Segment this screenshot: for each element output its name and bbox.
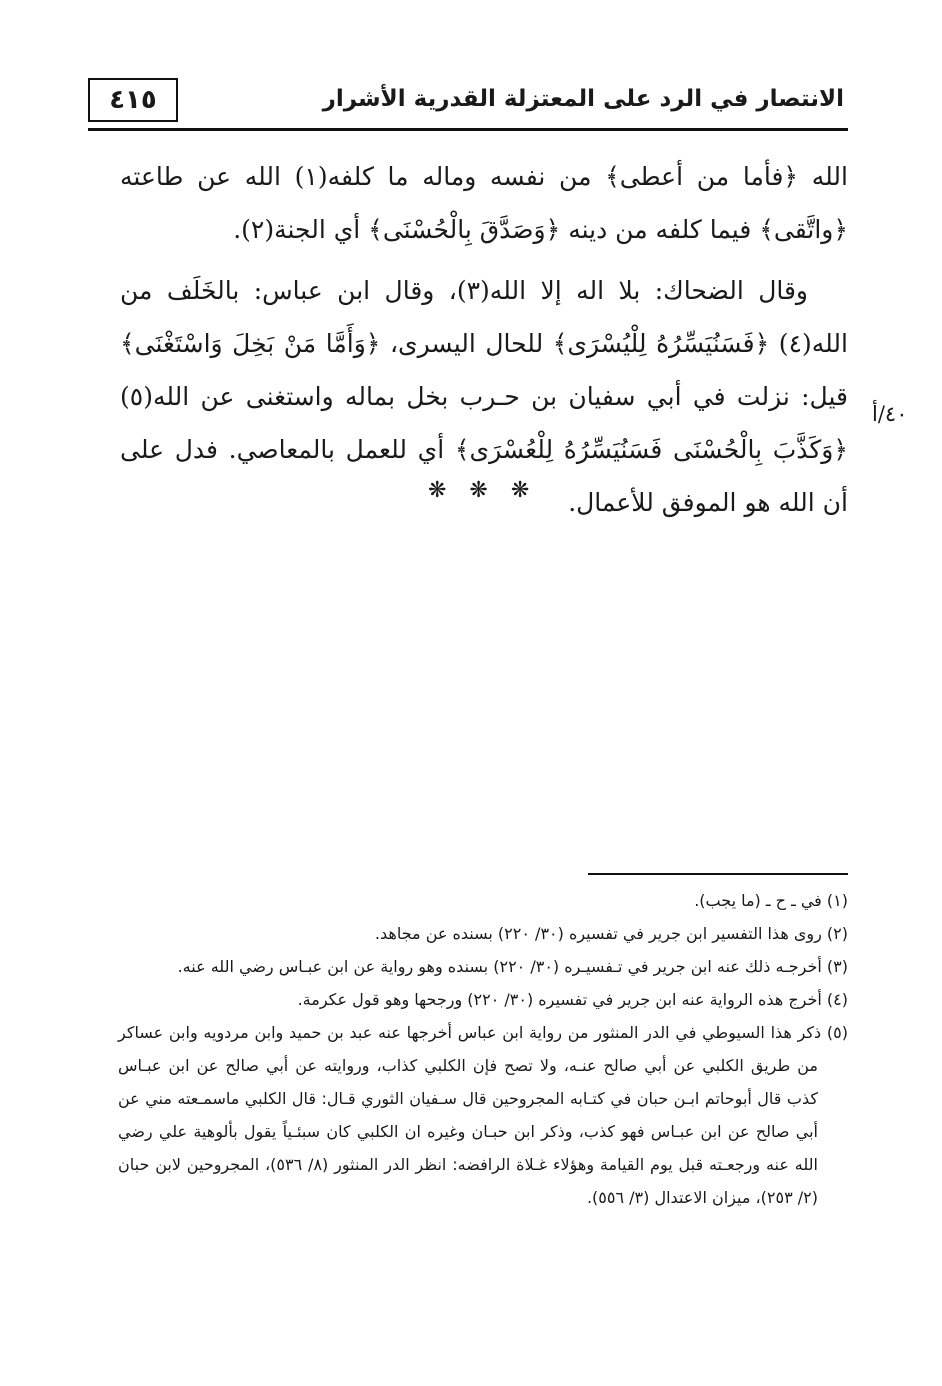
page-number: ٤١٥: [88, 78, 178, 122]
section-ornament: ❋ ❋ ❋: [428, 478, 538, 503]
page-header: [88, 76, 848, 131]
margin-folio-note: ٤٠/أ: [872, 402, 908, 426]
footnotes: [118, 884, 848, 1214]
paragraph-1: الله ﴿فأما من أعطى﴾ من نفسه وماله ما كلفه(١) الله عن طاعته ﴿واتَّقى﴾ فيما كلفه من دينه ﴿وَصَدَّقَ بِالْحُسْنَى﴾ أي الجنة(٢).: [120, 162, 848, 244]
paragraph-2: وقال الضحاك: بلا اله إلا الله(٣)، وقال ابن عباس: بالخَلَف من الله(٤) ﴿فَسَنُيَسِّرُهُ لِلْيُسْرَى﴾ للحال اليسرى، ﴿وَأَمَّا مَنْ بَخِلَ وَاسْتَغْنَى﴾ قيل: نزلت في أبي سفيان بن حـرب بخل بماله واستغنى عن الله(٥) ﴿وَكَذَّبَ بِالْحُسْنَى فَسَنُيَسِّرُهُ لِلْعُسْرَى﴾ أي للعمل بالمعاصي. فدل على أن الله هو الموفق للأعمال.: [120, 276, 848, 517]
running-title: الانتصار في الرد على المعتزلة القدرية الأشرار: [322, 86, 844, 112]
footnote-2: (٢) روى هذا التفسير ابن جرير في تفسيره (٣٠/ ٢٢٠) بسنده عن مجاهد.: [374, 924, 848, 943]
footnote-1: (١) في ـ ح ـ (ما يجب).: [694, 891, 848, 910]
footnote-3: (٣) أخرجـه ذلك عنه ابن جرير في تـفسيـره (٣٠/ ٢٢٠) بسنده وهو رواية عن ابن عبـاس رضي الله عنه.: [177, 957, 848, 976]
footnote-5: (٥) ذكر هذا السيوطي في الدر المنثور من رواية ابن عباس أخرجها عنه عبد بن حميد وابن مردويه وابن عساكر من طريق الكلبي عن أبي صالح عنـه، ولا تصح فإن الكلبي كذاب، وروايته عن أبي صالح عن ابن عبـاس كذب قال أبوحاتم ابـن حبان في كتـابه المجروحين قال سـفيان الثوري قـال: قال الكلبي ماسمـعته مني عن أبي صالح عن ابن عبـاس فهو كذب، وذكر ابن حبـان وغيره ان الكلبي كان سبئـياً يقول بألوهية علي رضي الله عنه ورجعـته قبل يوم القيامة وهؤلاء غـلاة الرافضه: انظر الدر المنثور (٨/ ٥٣٦)، المجروحين لابن حبان (٢/ ٢٥٣)، ميزان الاعتدال (٣/ ٥٥٦).: [118, 1023, 848, 1207]
footnote-divider: [588, 873, 848, 875]
footnote-4: (٤) أخرج هذه الرواية عنه ابن جرير في تفسيره (٣٠/ ٢٢٠) ورجحها وهو قول عكرمة.: [297, 990, 848, 1009]
